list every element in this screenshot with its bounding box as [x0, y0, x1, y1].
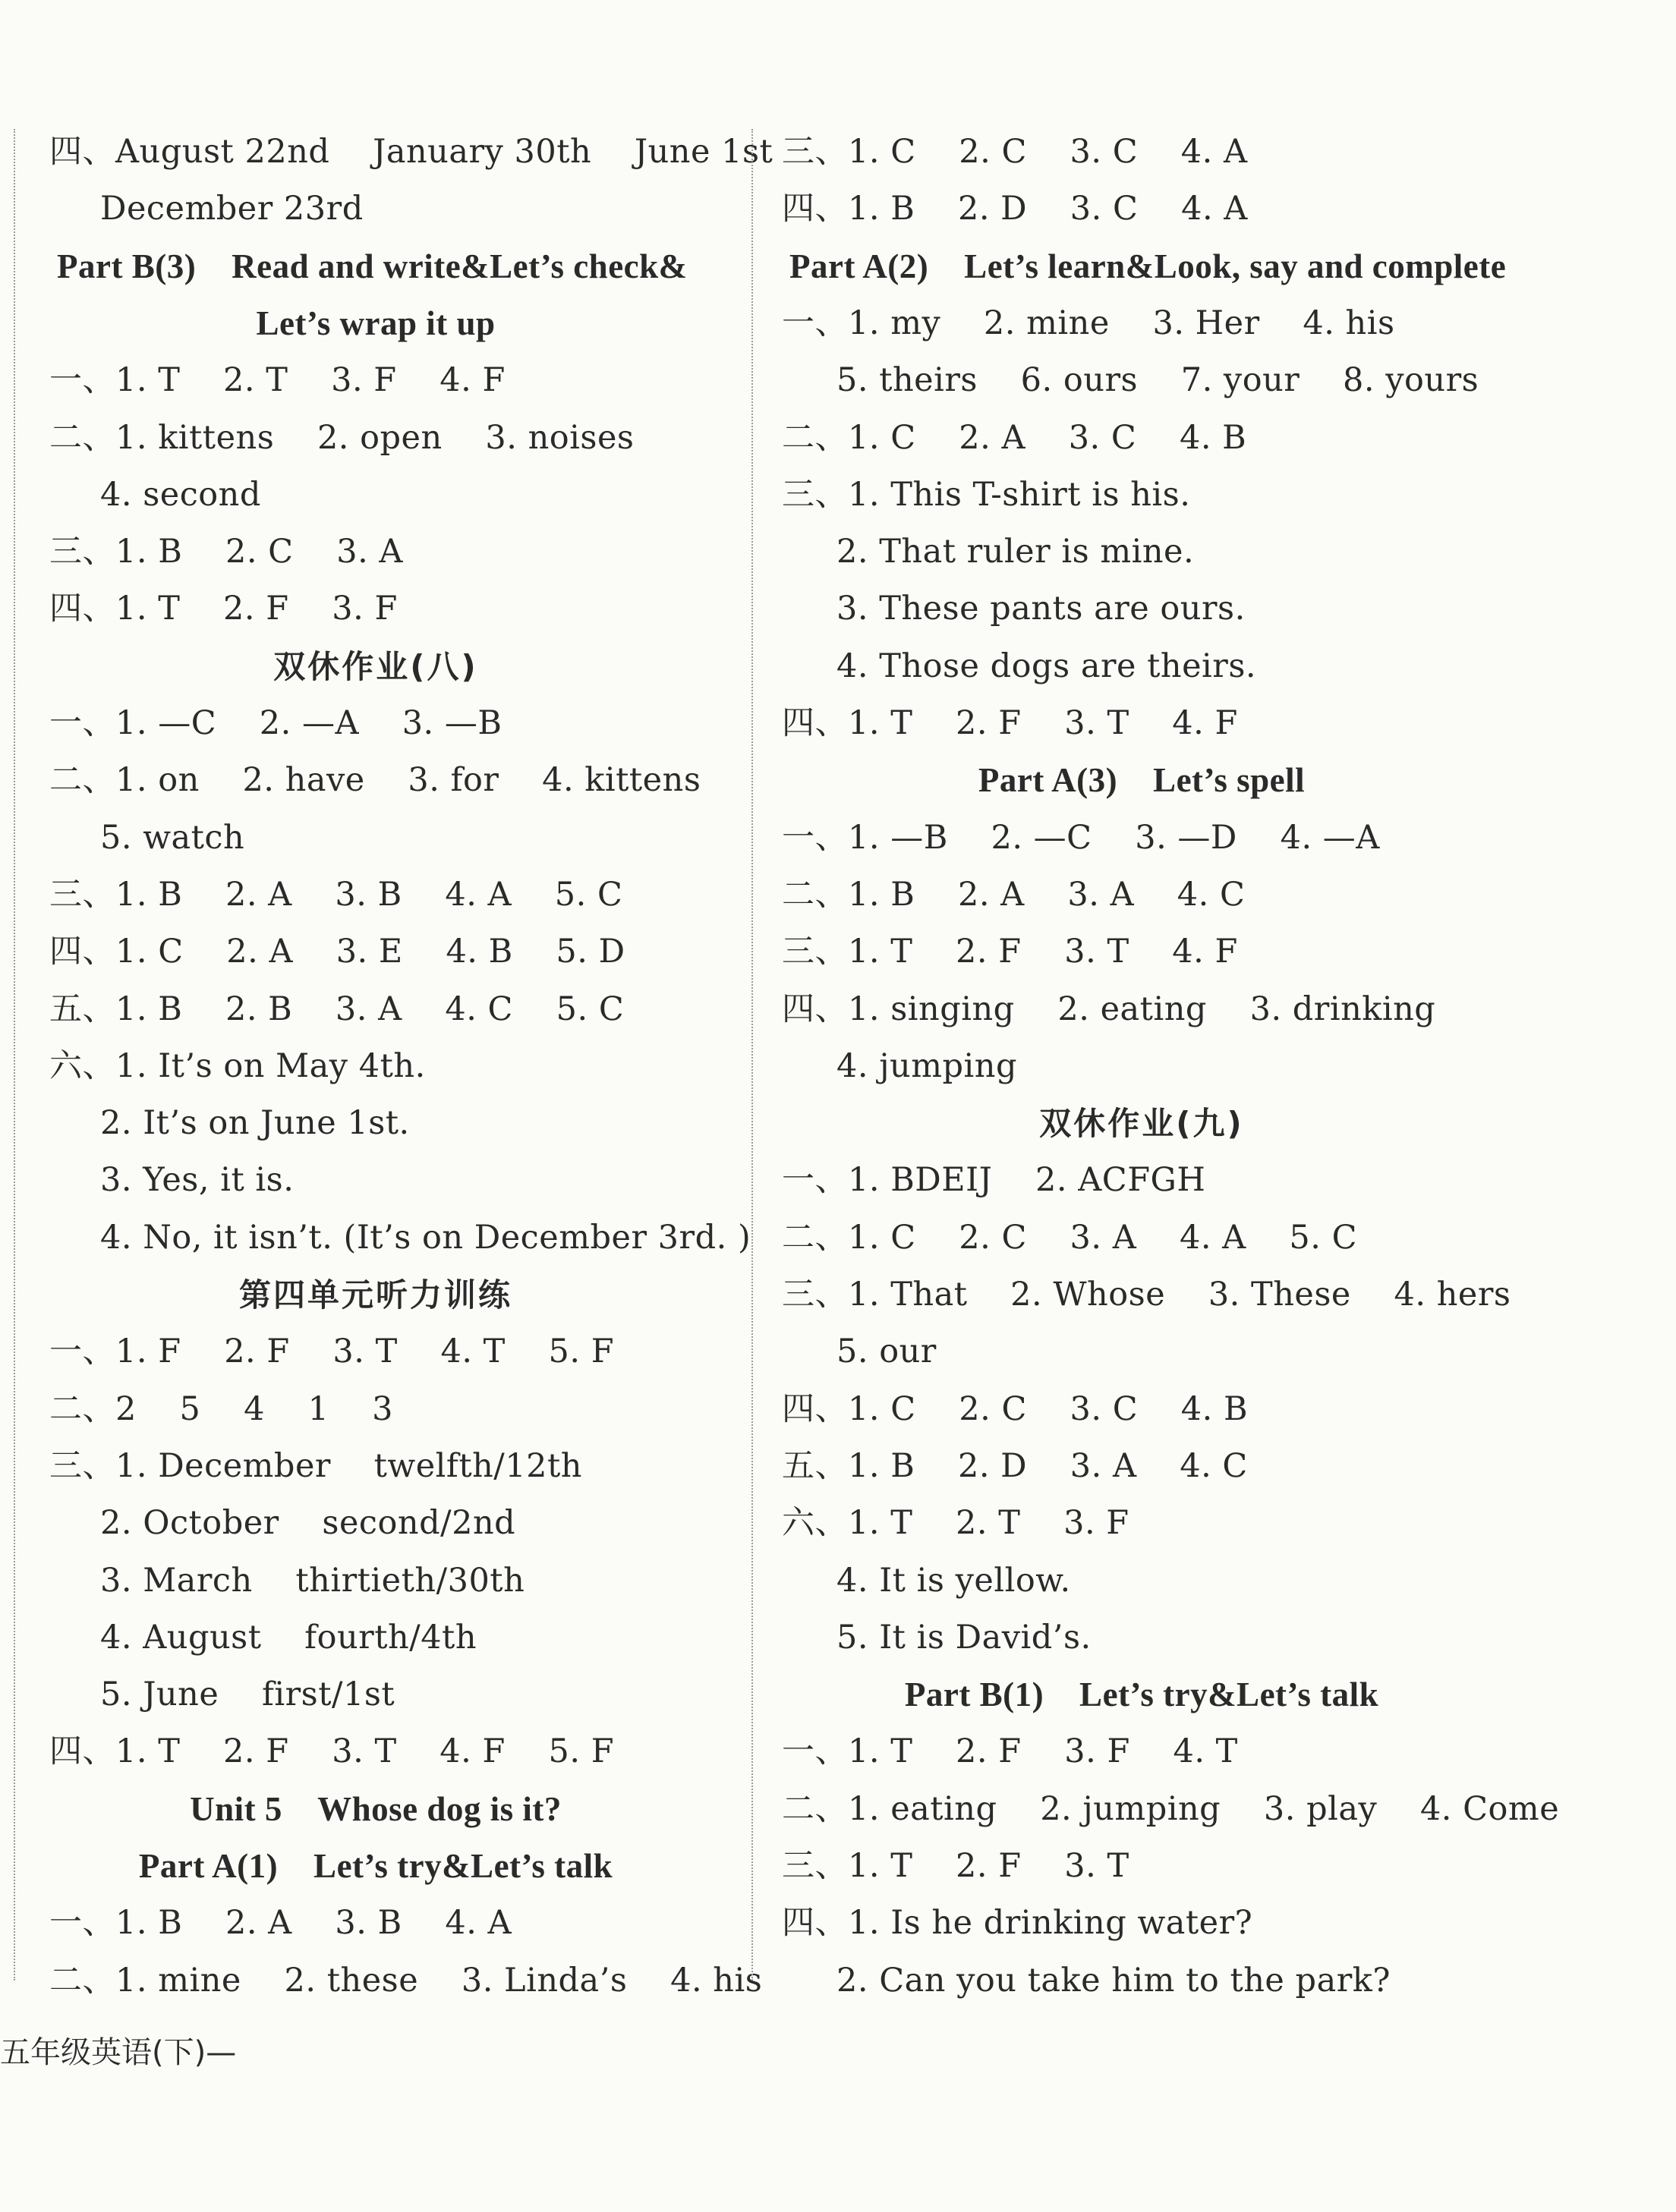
left-column-line: Let’s wrap it up — [256, 304, 496, 342]
right-column-line: 一、1. BDEIJ 2. ACFGH — [782, 1161, 1206, 1200]
right-column-line: Part A(3) Let’s spell — [978, 761, 1306, 800]
left-column-line: 二、1. kittens 2. open 3. noises — [49, 418, 635, 457]
left-column-line: 二、1. on 2. have 3. for 4. kittens — [49, 761, 701, 800]
right-column-line: 三、1. T 2. F 3. T 4. F — [782, 933, 1238, 971]
right-column-line: 2. Can you take him to the park? — [836, 1961, 1391, 2000]
right-column-line: 三、1. C 2. C 3. C 4. A — [782, 133, 1248, 171]
left-column-line: 2. It’s on June 1st. — [100, 1104, 410, 1143]
right-column-line: 5. theirs 6. ours 7. your 8. yours — [836, 361, 1479, 400]
right-column-line: 4. jumping — [836, 1046, 1017, 1085]
right-column-line: 4. It is yellow. — [836, 1561, 1071, 1600]
left-column-line: 双休作业(八) — [273, 647, 478, 685]
left-column-line: 一、1. F 2. F 3. T 4. T 5. F — [49, 1333, 615, 1371]
right-column-line: 二、1. C 2. A 3. C 4. B — [782, 418, 1247, 457]
right-column-line: 2. That ruler is mine. — [836, 533, 1195, 571]
left-column-line: 四、1. T 2. F 3. F — [49, 590, 398, 628]
right-column-line: 二、1. B 2. A 3. A 4. C — [782, 875, 1246, 914]
right-column-line: 四、1. B 2. D 3. C 4. A — [782, 190, 1248, 228]
right-column-line: 5. our — [836, 1333, 937, 1371]
right-column-line: Part A(2) Let’s learn&Look, say and complete — [789, 247, 1507, 285]
right-column-line: 四、1. C 2. C 3. C 4. B — [782, 1389, 1249, 1428]
left-column-line: 二、2 5 4 1 3 — [49, 1389, 393, 1428]
right-column-line: 3. These pants are ours. — [836, 590, 1246, 628]
right-column-line: 一、1. —B 2. —C 3. —D 4. —A — [782, 818, 1380, 857]
left-column-line: 三、1. B 2. A 3. B 4. A 5. C — [49, 875, 623, 914]
left-column-line: 四、1. T 2. F 3. T 4. F 5. F — [49, 1732, 615, 1771]
right-column-line: 5. It is David’s. — [836, 1618, 1092, 1657]
right-column-line: Part B(1) Let’s try&Let’s talk — [904, 1676, 1379, 1714]
left-column-line: 2. October second/2nd — [100, 1504, 516, 1543]
right-column-line: 一、1. T 2. F 3. F 4. T — [782, 1732, 1238, 1771]
left-column-line: 4. No, it isn’t. (It’s on December 3rd. ) — [100, 1218, 751, 1257]
left-margin-rule — [14, 129, 15, 1981]
right-column-line: 三、1. That 2. Whose 3. These 4. hers — [782, 1276, 1511, 1314]
left-column-line: 六、1. It’s on May 4th. — [49, 1046, 426, 1085]
left-column-line: 3. March thirtieth/30th — [100, 1561, 525, 1600]
left-column-line: 四、August 22nd January 30th June 1st — [49, 133, 773, 171]
left-column-line: 一、1. B 2. A 3. B 4. A — [49, 1904, 512, 1943]
left-column-line: 3. Yes, it is. — [100, 1161, 295, 1200]
left-column-line: 三、1. December twelfth/12th — [49, 1446, 582, 1485]
right-column-line: 二、1. C 2. C 3. A 4. A 5. C — [782, 1218, 1357, 1257]
left-column-line: 4. second — [100, 475, 261, 514]
right-column-line: 三、1. This T-shirt is his. — [782, 475, 1191, 514]
right-column-line: 4. Those dogs are theirs. — [836, 647, 1257, 685]
right-column-line: 二、1. eating 2. jumping 3. play 4. Come — [782, 1789, 1560, 1828]
left-column-line: 4. August fourth/4th — [100, 1618, 477, 1657]
left-column-line: 一、1. T 2. T 3. F 4. F — [49, 361, 506, 400]
left-column-line: 四、1. C 2. A 3. E 4. B 5. D — [49, 933, 625, 971]
right-column-line: 双休作业(九) — [1039, 1105, 1244, 1143]
page-footer: 五年级英语(下)— — [0, 2035, 237, 2070]
right-column-line: 三、1. T 2. F 3. T — [782, 1847, 1129, 1885]
left-column-line: 第四单元听力训练 — [238, 1276, 512, 1314]
left-column-line: 一、1. —C 2. —A 3. —B — [49, 704, 502, 742]
left-column-line: 五、1. B 2. B 3. A 4. C 5. C — [49, 990, 625, 1028]
left-column-line: Part A(1) Let’s try&Let’s talk — [138, 1847, 613, 1885]
left-column-line: 三、1. B 2. C 3. A — [49, 533, 403, 571]
right-column-line: 一、1. my 2. mine 3. Her 4. his — [782, 304, 1395, 342]
left-column-line: December 23rd — [100, 190, 364, 228]
right-column-line: 六、1. T 2. T 3. F — [782, 1504, 1129, 1543]
left-column-line: Unit 5 Whose dog is it? — [190, 1789, 562, 1828]
right-column-line: 四、1. T 2. F 3. T 4. F — [782, 704, 1238, 742]
right-column-line: 四、1. singing 2. eating 3. drinking — [782, 990, 1436, 1028]
left-column-line: Part B(3) Read and write&Let’s check& — [57, 247, 688, 285]
left-column-line: 5. watch — [100, 818, 245, 857]
right-column-line: 五、1. B 2. D 3. A 4. C — [782, 1446, 1248, 1485]
left-column-line: 5. June first/1st — [100, 1676, 395, 1714]
right-column-line: 四、1. Is he drinking water? — [782, 1904, 1253, 1943]
column-divider — [751, 129, 753, 1981]
left-column-line: 二、1. mine 2. these 3. Linda’s 4. his — [49, 1961, 763, 2000]
